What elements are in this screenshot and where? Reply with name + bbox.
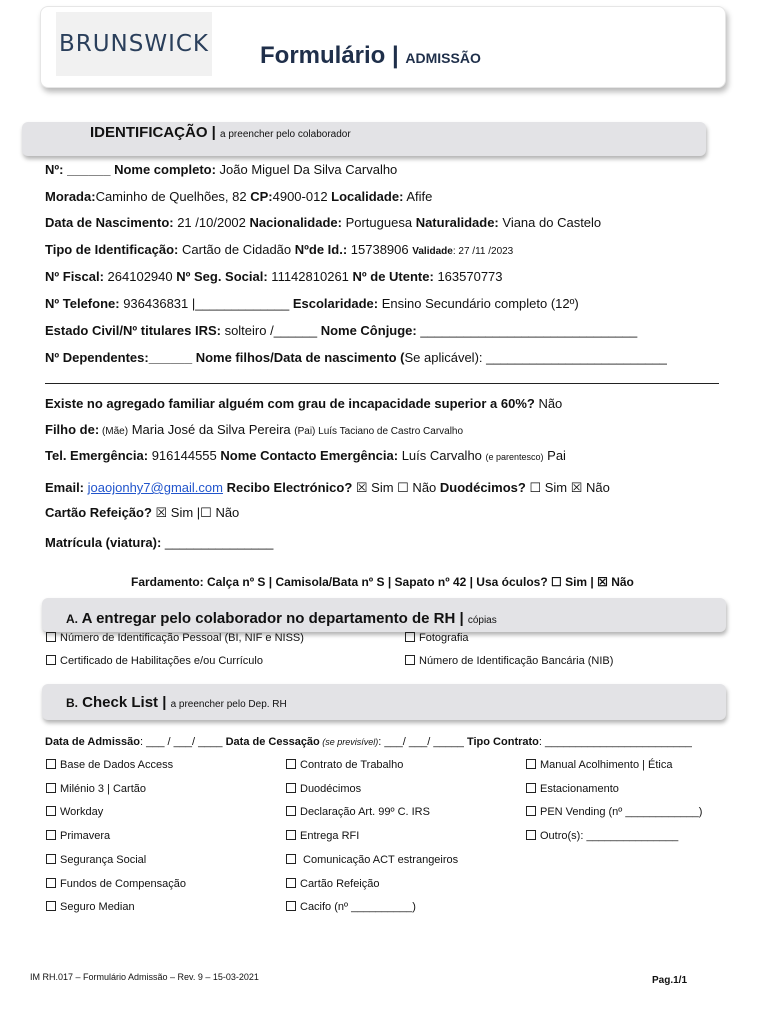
checkbox-label: Número de Identificação Pessoal (BI, NIF e NISS) bbox=[60, 632, 304, 644]
checklist-label: Cartão Refeição bbox=[300, 877, 380, 890]
value-parentesco: Pai bbox=[543, 448, 566, 463]
value-data-admissao: : ___ / ___/ ____ bbox=[139, 736, 226, 748]
checkbox-icon bbox=[286, 759, 296, 769]
divider-line bbox=[45, 383, 719, 384]
checklist-label: Seguro Median bbox=[60, 901, 135, 914]
value-validade: : 27 /11 /2023 bbox=[452, 246, 514, 257]
checklist-item[interactable] bbox=[526, 830, 678, 842]
checklist-label: Primavera bbox=[60, 830, 111, 843]
checkbox-icon bbox=[286, 878, 296, 888]
checkbox-icon bbox=[286, 806, 296, 816]
line-identificacao bbox=[45, 242, 513, 257]
checkbox-icon bbox=[405, 655, 415, 665]
section-a-letter: A. bbox=[66, 612, 78, 626]
checkbox-item[interactable] bbox=[405, 632, 469, 644]
checklist-label: PEN Vending (nº ____________) bbox=[540, 806, 703, 819]
checkbox-icon bbox=[526, 830, 536, 840]
checklist-label: Estacionamento bbox=[540, 782, 619, 795]
section-b-title bbox=[66, 694, 287, 711]
label-numero: Nº: bbox=[45, 162, 64, 177]
line-filiacao bbox=[45, 422, 463, 437]
checkbox-label: Fotografia bbox=[419, 632, 469, 644]
value-numero: ______ bbox=[63, 162, 115, 177]
value-duodecimos: ☐ Sim ☒ Não bbox=[525, 480, 610, 495]
label-escolaridade: Escolaridade: bbox=[292, 296, 379, 311]
line-emergencia bbox=[45, 448, 566, 463]
label-validade: Validade bbox=[412, 246, 453, 257]
checkbox-icon bbox=[46, 830, 56, 840]
value-data-cessacao: : ___/ ___/ _____ bbox=[378, 736, 467, 748]
page-number: Pag.1/1 bbox=[652, 975, 688, 986]
label-recibo-electronico: Recibo Electrónico? bbox=[222, 480, 353, 495]
checkbox-icon bbox=[46, 878, 56, 888]
section-a-title-text: A entregar pelo colaborador no departamento de RH | bbox=[81, 610, 464, 627]
value-nome-conjuge: ______________________________ bbox=[416, 323, 638, 338]
label-nome-completo: Nome completo: bbox=[114, 162, 216, 177]
footer-doc-ref: IM RH.017 – Formulário Admissão – Rev. 9 – 15-03-2021 bbox=[30, 972, 259, 982]
line-nascimento bbox=[45, 215, 601, 230]
label-telefone: Nº Telefone: bbox=[45, 296, 120, 311]
label-cartao-refeicao: Cartão Refeição? bbox=[45, 505, 152, 520]
label-data-cessacao: Data de Cessação bbox=[225, 736, 320, 748]
checklist-item[interactable] bbox=[286, 901, 416, 913]
checkbox-icon bbox=[46, 632, 56, 642]
label-seg-social: Nº Seg. Social: bbox=[176, 269, 268, 284]
value-incapacidade: Não bbox=[534, 396, 563, 411]
value-estado-civil: solteiro /______ bbox=[220, 323, 321, 338]
checkbox-icon bbox=[286, 901, 296, 911]
checklist-label: Base de Dados Access bbox=[60, 759, 174, 771]
checkbox-icon bbox=[286, 854, 296, 864]
label-duodecimos: Duodécimos? bbox=[439, 480, 526, 495]
line-fardamento: Fardamento: Calça nº S | Camisola/Bata nº S | Sapato nº 42 | Usa óculos? ☐ Sim | ☒ Não bbox=[131, 575, 634, 589]
section-a-note: cópias bbox=[467, 615, 497, 626]
line-estado-civil bbox=[45, 323, 637, 338]
value-cartao-refeicao: ☒ Sim |☐ Não bbox=[151, 505, 240, 520]
checkbox-label: Número de Identificação Bancária (NIB) bbox=[419, 655, 614, 667]
label-dependentes: Nº Dependentes:______ Nome filhos/Data de nascimento ( bbox=[45, 350, 405, 365]
line-incapacidade bbox=[45, 396, 562, 411]
value-recibo-electronico: ☒ Sim ☐ Não bbox=[352, 480, 440, 495]
value-tel-emergencia: 916144555 bbox=[148, 448, 221, 463]
checklist-item[interactable] bbox=[286, 854, 458, 866]
label-localidade: Localidade: bbox=[331, 189, 404, 204]
checklist-item[interactable] bbox=[526, 783, 619, 795]
value-seg-social: 11142810261 bbox=[267, 269, 353, 284]
value-nif: 264102940 bbox=[103, 269, 177, 284]
label-mae: (Mãe) bbox=[99, 426, 129, 437]
label-matricula: Matrícula (viatura): bbox=[45, 535, 162, 550]
label-numero-id: Nºde Id.: bbox=[294, 242, 348, 257]
checklist-item[interactable] bbox=[46, 783, 146, 795]
checklist-label: Entrega RFI bbox=[300, 830, 360, 843]
checklist-item[interactable] bbox=[46, 854, 146, 866]
checkbox-item[interactable] bbox=[46, 632, 304, 644]
checkbox-icon bbox=[526, 806, 536, 816]
checklist-label: Milénio 3 | Cartão bbox=[60, 782, 147, 795]
checklist-label: Outro(s): _______________ bbox=[540, 830, 679, 843]
checkbox-item[interactable] bbox=[405, 655, 613, 667]
line-email bbox=[45, 480, 610, 496]
label-filho-de: Filho de: bbox=[45, 422, 100, 437]
value-tipo-contrato: : ________________________ bbox=[538, 736, 692, 748]
value-cp: 4900-012 bbox=[272, 189, 332, 204]
value-tipo-identificacao: Cartão de Cidadão bbox=[178, 242, 295, 257]
label-incapacidade: Existe no agregado familiar alguém com grau de incapacidade superior a 60%? bbox=[45, 396, 535, 411]
checklist-item[interactable] bbox=[46, 806, 103, 818]
checkbox-icon bbox=[46, 655, 56, 665]
section-a-title bbox=[66, 610, 497, 627]
checklist-label: Declaração Art. 99º C. IRS bbox=[300, 806, 430, 819]
label-tipo-identificacao: Tipo de Identificação: bbox=[45, 242, 179, 257]
checklist-label: Workday bbox=[60, 806, 104, 819]
checkbox-icon bbox=[526, 759, 536, 769]
checklist-item[interactable] bbox=[526, 759, 672, 771]
checklist-item[interactable] bbox=[46, 901, 135, 913]
brunswick-logo bbox=[56, 12, 212, 76]
checkbox-icon bbox=[405, 632, 415, 642]
checklist-item[interactable] bbox=[286, 806, 430, 818]
line-matricula bbox=[45, 535, 273, 550]
value-localidade: Afife bbox=[403, 189, 433, 204]
label-data-nascimento: Data de Nascimento: bbox=[45, 215, 174, 230]
checklist-item[interactable] bbox=[46, 878, 186, 890]
value-dependentes: Se aplicável): _________________________ bbox=[404, 350, 667, 365]
checkbox-icon bbox=[526, 783, 536, 793]
checklist-label: Cacifo (nº __________) bbox=[300, 901, 416, 914]
value-morada: Caminho de Quelhões, 82 bbox=[95, 189, 251, 204]
label-morada: Morada: bbox=[45, 189, 96, 204]
checklist-label: Fundos de Compensação bbox=[60, 877, 186, 890]
label-contacto-emergencia: Nome Contacto Emergência: bbox=[220, 448, 399, 463]
line-telefone bbox=[45, 296, 579, 311]
line-cartao-refeicao bbox=[45, 505, 239, 521]
line-dependentes bbox=[45, 350, 667, 365]
checklist-label: Manual Acolhimento | Ética bbox=[540, 759, 673, 771]
value-matricula: _______________ bbox=[161, 535, 274, 550]
label-naturalidade: Naturalidade: bbox=[415, 215, 499, 230]
checklist-item[interactable] bbox=[286, 783, 361, 795]
checklist-label: Comunicação ACT estrangeiros bbox=[300, 853, 459, 866]
title-subtitle: ADMISSÃO bbox=[405, 50, 481, 66]
label-data-admissao: Data de Admissão bbox=[45, 736, 140, 748]
value-mae: Maria José da Silva Pereira bbox=[128, 422, 295, 437]
label-nif: Nº Fiscal: bbox=[45, 269, 104, 284]
checkbox-label: Certificado de Habilitações e/ou Currículo bbox=[60, 655, 263, 667]
checklist-item[interactable] bbox=[46, 830, 110, 842]
email-link[interactable]: joaojonhy7@gmail.com bbox=[87, 480, 223, 495]
logo-text: BRUNSWICK bbox=[58, 31, 210, 57]
line-nome bbox=[45, 162, 397, 177]
value-numero-id: 15738906 bbox=[347, 242, 413, 257]
checkbox-icon bbox=[286, 783, 296, 793]
checkbox-icon bbox=[46, 901, 56, 911]
label-cp: CP: bbox=[250, 189, 273, 204]
value-telefone: 936436831 |_____________ bbox=[119, 296, 293, 311]
line-datas bbox=[45, 736, 692, 748]
line-morada bbox=[45, 189, 432, 204]
identificacao-title-text: IDENTIFICAÇÃO | bbox=[90, 124, 216, 141]
value-escolaridade: Ensino Secundário completo (12º) bbox=[378, 296, 579, 311]
title-main: Formulário | bbox=[260, 42, 399, 69]
value-nacionalidade: Portuguesa bbox=[341, 215, 416, 230]
identificacao-title bbox=[90, 124, 351, 141]
checklist-item[interactable] bbox=[526, 806, 702, 818]
label-utente: Nº de Utente: bbox=[352, 269, 434, 284]
note-se-previsivel: (se previsível) bbox=[319, 737, 379, 747]
checkbox-icon bbox=[46, 854, 56, 864]
label-email: Email: bbox=[45, 480, 85, 495]
checklist-label: Contrato de Trabalho bbox=[300, 759, 404, 771]
label-tel-emergencia: Tel. Emergência: bbox=[45, 448, 149, 463]
label-nome-conjuge: Nome Cônjuge: bbox=[320, 323, 417, 338]
value-naturalidade: Viana do Castelo bbox=[498, 215, 602, 230]
section-b-title-text: Check List | bbox=[82, 694, 167, 711]
value-nome-completo: João Miguel Da Silva Carvalho bbox=[215, 162, 398, 177]
checklist-label: Duodécimos bbox=[300, 782, 362, 795]
label-nacionalidade: Nacionalidade: bbox=[249, 215, 342, 230]
label-estado-civil: Estado Civil/Nº titulares IRS: bbox=[45, 323, 221, 338]
value-utente: 163570773 bbox=[433, 269, 503, 284]
value-pai: (Pai) Luís Taciano de Castro Carvalho bbox=[294, 426, 464, 437]
line-fiscal bbox=[45, 269, 503, 284]
value-data-nascimento: 21 /10/2002 bbox=[173, 215, 250, 230]
label-parentesco: (e parentesco) bbox=[485, 452, 544, 462]
value-contacto-emergencia: Luís Carvalho bbox=[398, 448, 486, 463]
checklist-item[interactable] bbox=[286, 830, 359, 842]
checklist-item[interactable] bbox=[286, 759, 403, 771]
checklist-item[interactable] bbox=[46, 759, 173, 771]
identificacao-note: a preencher pelo colaborador bbox=[220, 129, 351, 140]
label-tipo-contrato: Tipo Contrato bbox=[466, 736, 539, 748]
checklist-item[interactable] bbox=[286, 878, 380, 890]
checkbox-icon bbox=[46, 806, 56, 816]
section-b-note: a preencher pelo Dep. RH bbox=[170, 699, 287, 710]
page-title bbox=[260, 42, 481, 70]
checkbox-item[interactable] bbox=[46, 655, 263, 667]
checkbox-icon bbox=[286, 830, 296, 840]
checklist-label: Segurança Social bbox=[60, 853, 147, 866]
section-b-letter: B. bbox=[66, 696, 78, 710]
checkbox-icon bbox=[46, 759, 56, 769]
checkbox-icon bbox=[46, 783, 56, 793]
